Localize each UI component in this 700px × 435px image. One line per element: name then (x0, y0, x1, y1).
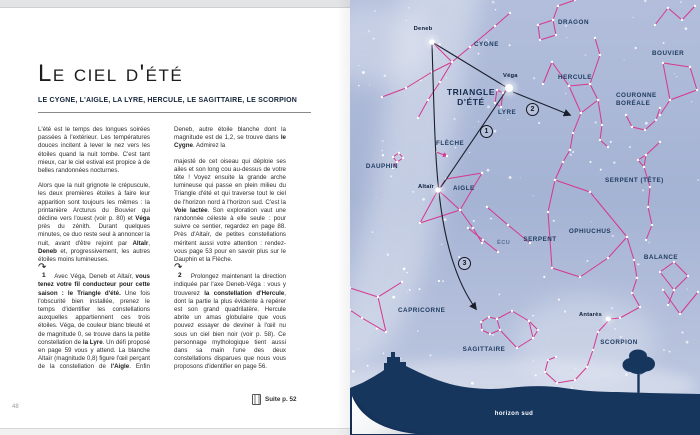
text-run-bold: Deneb (38, 247, 57, 255)
curved-arrow-icon: ↷ (38, 262, 47, 274)
label-serpent-tete: SERPENT (TÊTE) (605, 177, 664, 184)
step-circle-2: 2 (526, 103, 539, 116)
text-run: près du zénith. Durant quelques minutes, ce duo reste seul à annoncer la nuit, avant d'être rejoint par (38, 223, 150, 247)
label-ophiuchus: OPHIUCHUS (568, 228, 612, 235)
text-run-bold: vous tenez votre fil conducteur pour cette saison : le Triangle d'été. (38, 273, 150, 297)
label-scorpion: SCORPION (600, 339, 638, 346)
paragraph-2 (38, 182, 150, 264)
text-run: et, progressivement, les autres étoiles moins lumineuses. (38, 247, 150, 264)
label-ecu: ÉCU (497, 240, 511, 246)
page-edge-bottom (0, 428, 350, 435)
text-run: . Enfin Deneb, autre étoile blanche dont la magnitude est de 1,2, se trouve dans (129, 126, 286, 371)
step-marker-2: ↷ 2 (174, 262, 183, 280)
label-dauphin: DAUPHIN (365, 163, 399, 170)
continuation-reference (252, 394, 297, 405)
triangle-ete-label: TRIANGLE D'ÉTÉ (446, 87, 496, 107)
label-serpent: SERPENT (523, 236, 557, 243)
step-circle-1: 1 (480, 125, 493, 138)
paragraph-5 (174, 262, 287, 371)
paragraph-4 (174, 158, 286, 265)
paragraph-1 (38, 126, 150, 175)
label-sagittaire: SAGITTAIRE (462, 346, 506, 353)
text-run: majesté de cet oiseau qui déploie ses ailes et son long cou au-dessus de votre tête ! Voyez ensuite la grande arche lumineuse qui passe en plein milieu du Triangle d'été et qui traverse tout le ciel de l'horizon nord à l'horizon sud. C'est la (174, 157, 286, 206)
suite-label: Suite p. 52 (265, 396, 297, 403)
text-run: , (148, 239, 150, 247)
star-label-deneb: Deneb (413, 26, 433, 32)
text-run-bold: le Cygne (174, 134, 286, 150)
text-run: . Son exploration vaut une randonnée céleste à elle seule : pour suivre ce sentier, regardez en page 88. Près d'Altaïr, de petites constellations méritent aussi votre attention : rendez-vous page 53 pour en savoir plus sur le Dauphin et la Flèche. (174, 206, 286, 264)
text-run-bold: Voie lactée (174, 206, 208, 214)
star-label-altair: Altaïr (417, 184, 434, 190)
text-run: Prolongez maintenant la direction indiquée par l'axe Deneb-Véga : vous y trouverez (174, 273, 286, 297)
text-run: L'été est le temps des longues soirées passées à l'extérieur. Les températures douces incitent à lever le nez vers les étoiles quand la nuit tombe. C'est tant mieux, car le ciel estival est propice à de belles randonnées nocturnes. (38, 126, 150, 175)
star-label-vega: Véga (503, 73, 518, 79)
label-fleche: FLÈCHE (436, 140, 465, 147)
step-circle-3: 3 (458, 257, 471, 270)
text-run-bold: l'Aigle (110, 363, 130, 371)
label-couronne-boreale: COURONNE BORÉALE (616, 92, 657, 107)
label-balance: BALANCE (643, 254, 679, 261)
star-map-svg (350, 0, 700, 435)
text-run-bold: la Lyre (82, 338, 103, 346)
page-edge-top (0, 0, 350, 8)
label-capricorne: CAPRICORNE (398, 307, 446, 314)
subtitle-rule (38, 112, 311, 113)
step-marker-1: ↷ 1 (38, 262, 47, 280)
label-bouvier: BOUVIER (652, 50, 685, 57)
label-dragon: DRAGON (558, 19, 589, 26)
label-cygne: CYGNE (474, 41, 499, 48)
gutter-shadow (336, 0, 350, 435)
text-run-bold: Véga (135, 215, 150, 223)
text-run: Alors que la nuit grignote le crépuscule, les deux premières étoiles à faire leur apparition sont toujours les mêmes : la printanière Arcturus du Bouvier qui décline vers l'ouest (voir p. 80) et (38, 182, 150, 223)
text-run-bold: la constellation d'Hercule (204, 289, 285, 297)
star-label-antares: Antarès (579, 312, 602, 318)
text-run: . Admirez la (192, 142, 226, 150)
page-number: 48 (12, 404, 19, 410)
label-hercule: HERCULE (558, 74, 592, 81)
star-map-page (350, 0, 700, 435)
label-aigle: AIGLE (453, 185, 475, 192)
text-run: , dont la partie la plus évidente à repérer est son grand quadrilatère. Hercule abrite un amas globulaire que vous pouvez essayer de deviner à l'œil nu sous un ciel bien noir (voir p. 58). Ce personnage mythologique tient aussi dans sa main l'une des deux constellations disparues que nous vous proposons d'identifier en page 56. (174, 289, 287, 371)
text-run: Avec Véga, Deneb et Altaïr, (52, 273, 136, 281)
chapter-subtitle: LE CYGNE, L'AIGLE, LA LYRE, HERCULE, LE SAGITTAIRE, LE SCORPION (38, 97, 298, 104)
curved-arrow-icon: ↷ (174, 262, 183, 274)
text-run: Une fois l'obscurité bien installée, prenez le temps d'identifier les constellations auxquelles appartiennent ces trois étoiles. Véga, de couleur blanc bleuté et de magnitude 0, se trouve dans la petite constellation de (38, 289, 150, 346)
text-run-bold: Altaïr (132, 239, 149, 247)
book-icon (252, 394, 261, 405)
page-title: Le ciel d'été (38, 60, 184, 88)
horizon-sud-label: horizon sud (494, 411, 534, 417)
text-run: . Un défi proposé en page 59 vous y attend. La blanche Altaïr (magnitude 0,8) figure l'œil perçant de la constellation de (38, 338, 150, 371)
label-lyre: LYRE (498, 109, 517, 116)
body-text (38, 126, 286, 404)
